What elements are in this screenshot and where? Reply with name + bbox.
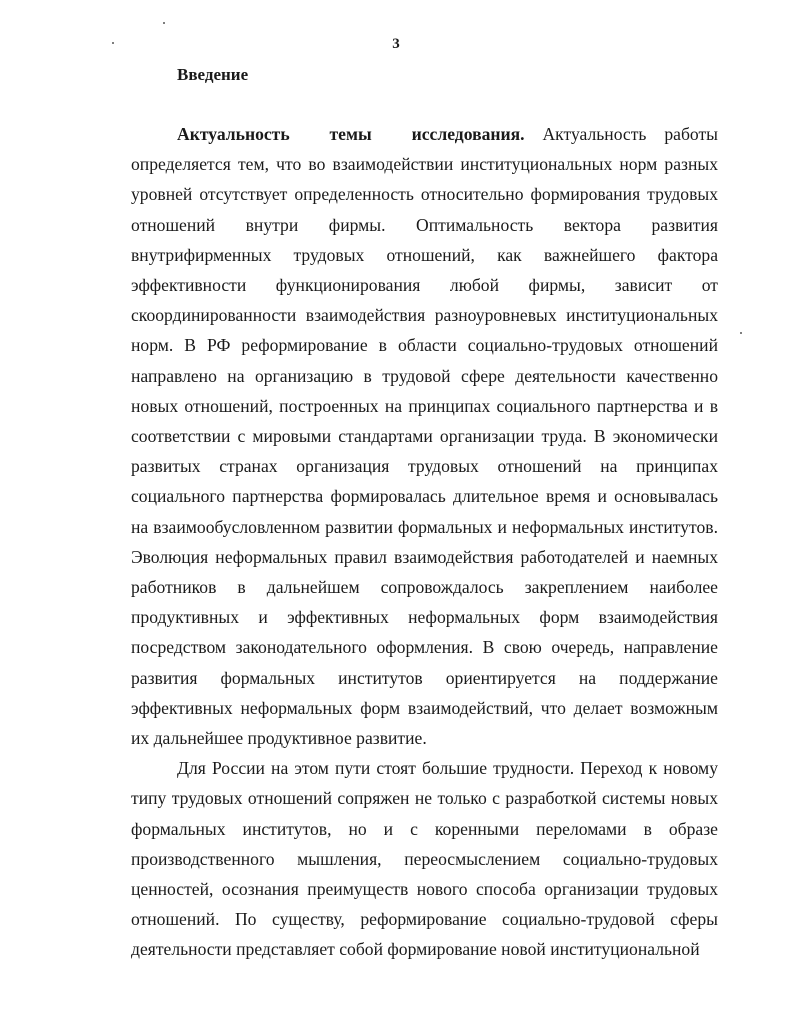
paragraph-russia: Для России на этом пути стоят большие трудности. Переход к новому типу трудовых отношений сопряжен не только с разработкой системы новых формальных институтов, но и с коренными переломами в образе производственного мышления, переосмыслением социально-трудовых ценностей, осознания преимуществ нового способа организации трудовых отношений. По существу, реформирование социально-трудовой сферы деятельности представляет собой формирование новой институциональной [131,758,718,960]
paragraph-lead: Актуальность темы исследования. [177,124,525,144]
paragraph-body: Актуальность работы определяется тем, что во взаимодействии институциональных норм разных уровней отсутствует определенность относительно формирования трудовых отношений внутри фирмы. Оптимальность вектора развития внутрифирменных трудовых отношений, как важнейшего фактора эффективности функционирования любой фирмы, зависит от скоординированности взаимодействия разноуровневых институциональных норм. В РФ реформирование в области социально-трудовых отношений направлено на организацию в трудовой сфере деятельности качественно новых отношений, построенных на принципах социального партнерства и в соответствии с мировыми стандартами организации труда. В экономически развитых странах организация трудовых отношений на принципах социального партнерства формировалась длительное время и основывалась на взаимообусловленном развитии формальных и неформальных институтов. Эволюция неформальных правил взаимодействия работодателей и наемных работников в дальнейшем сопровождалось закреплением наиболее продуктивных и эффективных неформальных форм взаимодействия посредством законодательного оформления. В свою очередь, направление развития формальных институтов ориентируется на поддержание эффективных неформальных форм взаимодействий, что делает возможным их дальнейшее продуктивное развитие. [131,124,718,749]
page-number: 3 [392,36,400,52]
scan-speck [740,332,742,334]
body-text [131,119,718,965]
paragraph-relevance [131,119,718,753]
scan-speck [163,22,165,24]
section-heading: Введение [177,65,249,84]
